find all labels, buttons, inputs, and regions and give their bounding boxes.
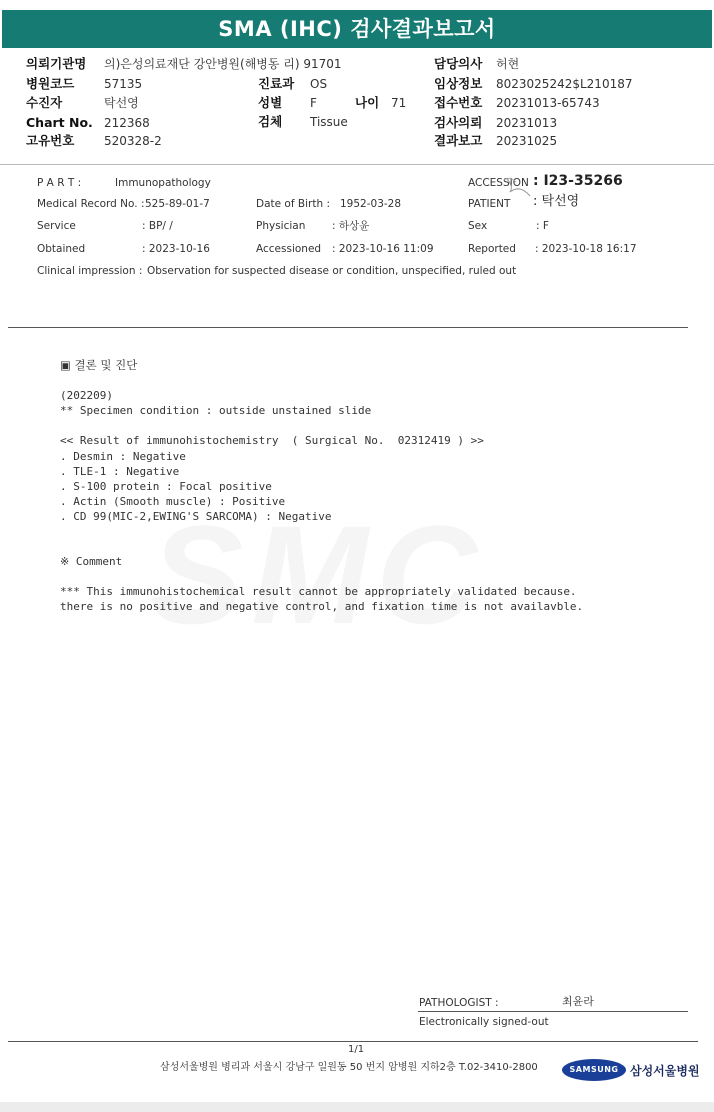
header-patient-value: : 탁선영 — [533, 194, 580, 209]
institution-value: 의)은성의료재단 강안병원(해병동 리) 91701 — [104, 57, 342, 71]
scribble-mark-icon — [500, 174, 540, 200]
part-value: Immunopathology — [115, 177, 211, 189]
footer-divider — [8, 1041, 698, 1042]
info-row-request-date — [434, 115, 558, 130]
comment-title: ※ Comment — [60, 555, 123, 568]
info-row-chart-no — [26, 115, 150, 130]
info-row-receipt-no — [434, 95, 600, 110]
header-sex-value: : F — [536, 220, 549, 232]
comment-line-1: *** This immunohistochemical result cannot be appropriately validated because. — [60, 585, 577, 598]
info-row-age — [355, 95, 407, 110]
request-date-label: 검사의뢰 — [434, 115, 483, 130]
accessioned-label: Accessioned — [256, 243, 322, 255]
result-desmin: . Desmin : Negative — [60, 450, 186, 463]
hospital-code-value: 57135 — [104, 77, 143, 91]
mrn-value: 525-89-01-7 — [145, 198, 210, 210]
info-divider — [0, 164, 714, 165]
age-value: 71 — [391, 96, 407, 110]
doctor-value: 허현 — [496, 57, 520, 71]
section-title: ▣ 결론 및 진단 — [60, 358, 138, 372]
clinical-impression-value: Observation for suspected disease or condition, unspecified, ruled out — [147, 265, 517, 277]
clinical-info-value: 8023025242$L210187 — [496, 77, 633, 91]
header-patient-label: PATIENT — [468, 198, 511, 210]
smc-watermark — [150, 505, 570, 645]
patient-value: 탁선영 — [104, 96, 139, 110]
service-value: : BP/ / — [142, 220, 173, 232]
clinical-impression-label: Clinical impression : — [37, 265, 143, 277]
pathologist-label: PATHOLOGIST : — [419, 997, 499, 1009]
report-title: SMA (IHC) 검사결과보고서 — [2, 10, 712, 48]
mrn-label: Medical Record No. : — [37, 198, 145, 210]
result-s100: . S-100 protein : Focal positive — [60, 480, 272, 493]
pathologist-name: 최윤라 — [562, 995, 594, 1008]
specimen-value: Tissue — [310, 115, 348, 129]
unique-no-label: 고유번호 — [26, 133, 75, 148]
specimen-condition: ** Specimen condition : outside unstained slide — [60, 404, 372, 417]
dob-value: 1952-03-28 — [340, 198, 402, 210]
sex-label: 성별 — [258, 95, 283, 110]
comment-line-2: there is no positive and negative control, and fixation time is not availavble. — [60, 600, 584, 613]
institution-label: 의뢰기관명 — [26, 56, 87, 71]
report-date-label: 결과보고 — [434, 133, 483, 148]
reported-label: Reported — [468, 243, 516, 255]
age-label: 나이 — [355, 95, 380, 110]
info-row-specimen — [258, 114, 348, 129]
chart-no-value: 212368 — [104, 116, 150, 130]
department-label: 진료과 — [258, 76, 295, 91]
result-tle1: . TLE-1 : Negative — [60, 465, 180, 478]
obtained-label: Obtained — [37, 243, 86, 255]
result-actin: . Actin (Smooth muscle) : Positive — [60, 495, 286, 508]
info-row-report-date — [434, 133, 558, 148]
info-row-sex — [258, 95, 317, 110]
unique-no-value: 520328-2 — [104, 134, 162, 148]
specimen-label: 검체 — [258, 114, 283, 129]
hospital-name: 삼성서울병원 — [630, 1064, 700, 1078]
receipt-no-value: 20231013-65743 — [496, 96, 600, 110]
physician-value: : 하상윤 — [332, 220, 370, 232]
service-label: Service — [37, 220, 76, 232]
info-row-unique-no — [26, 133, 162, 148]
obtained-value: : 2023-10-16 — [142, 243, 210, 255]
report-code: (202209) — [60, 389, 113, 402]
info-row-hospital-code — [26, 76, 143, 91]
result-cd99: . CD 99(MIC-2,EWING'S SARCOMA) : Negative — [60, 510, 332, 523]
dob-label: Date of Birth : — [256, 198, 330, 210]
doctor-label: 담당의사 — [434, 56, 483, 71]
header-divider — [8, 327, 688, 328]
patient-label: 수진자 — [26, 95, 63, 110]
sex-value: F — [310, 96, 317, 110]
part-label: P A R T : — [37, 177, 82, 189]
accessioned-value: : 2023-10-16 11:09 — [332, 243, 434, 255]
receipt-no-label: 접수번호 — [434, 95, 483, 110]
info-row-department — [258, 76, 328, 91]
footer-address: 삼성서울병원 병리과 서울시 강남구 일원동 50 번지 암병원 지하2층 T.02-3410-2800 — [160, 1062, 538, 1073]
info-row-institution — [26, 56, 342, 71]
accession-label: ACCESSION — [468, 177, 529, 189]
signed-note: Electronically signed-out — [419, 1016, 549, 1028]
accession-value: : I23-35266 — [533, 173, 623, 189]
report-date-value: 20231025 — [496, 134, 558, 148]
info-row-doctor — [434, 56, 520, 71]
ihc-header: << Result of immunohistochemistry ( Surgical No. 02312419 ) >> — [60, 434, 484, 447]
page-number: 1/1 — [348, 1044, 365, 1055]
samsung-logo: SAMSUNG — [562, 1059, 626, 1081]
physician-label: Physician — [256, 220, 306, 232]
clinical-info-label: 임상정보 — [434, 76, 483, 91]
bottom-band — [0, 1102, 714, 1112]
header-sex-label: Sex — [468, 220, 488, 232]
chart-no-label: Chart No. — [26, 115, 93, 130]
info-row-patient — [26, 95, 139, 110]
signature-line — [418, 1011, 688, 1012]
info-row-clinical-info — [434, 76, 633, 91]
department-value: OS — [310, 77, 328, 91]
reported-value: : 2023-10-18 16:17 — [535, 243, 637, 255]
hospital-code-label: 병원코드 — [26, 76, 75, 91]
request-date-value: 20231013 — [496, 116, 558, 130]
